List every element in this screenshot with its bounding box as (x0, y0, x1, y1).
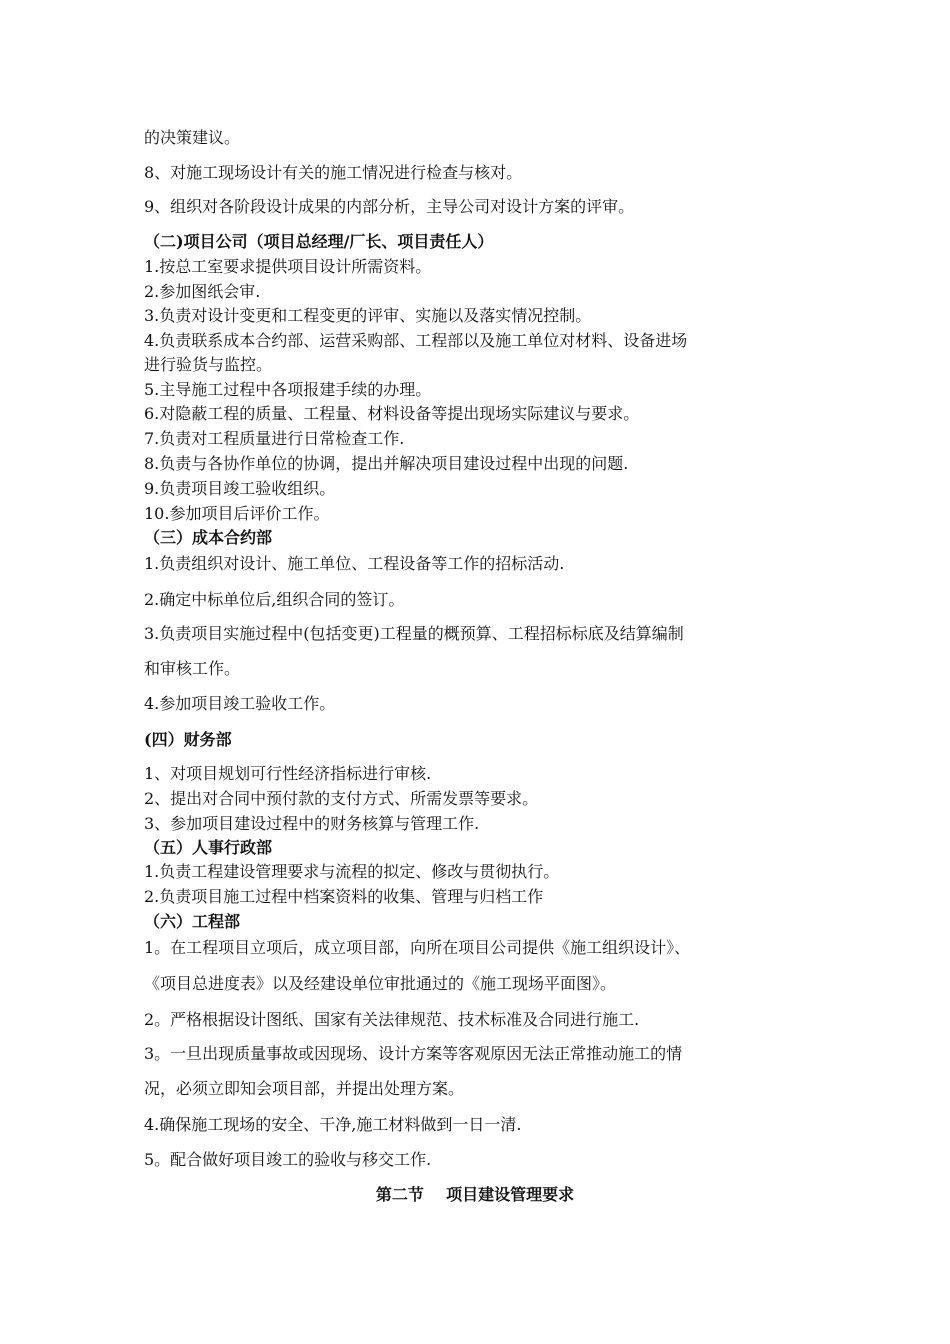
text-line: 2。严格根据设计图纸、国家有关法律规范、技术标准及合同进行施工. (144, 1010, 640, 1029)
text-line: 进行验货与监控。 (144, 355, 273, 374)
text-line: 1.按总工室要求提供项目设计所需资料。 (144, 257, 432, 276)
text-line: 1。在工程项目立项后，成立项目部，向所在项目公司提供《施工组织设计》、 (144, 938, 691, 957)
text-line: 3.负责项目实施过程中(包括变更)工程量的概预算、工程招标标底及结算编制 (144, 624, 684, 643)
text-line: 3。一旦出现质量事故或因现场、设计方案等客观原因无法正常推动施工的情 (144, 1044, 683, 1063)
text-line: 3、参加项目建设过程中的财务核算与管理工作. (144, 814, 480, 833)
text-line: 9、组织对各阶段设计成果的内部分析，主导公司对设计方案的评审。 (144, 197, 635, 216)
text-line: 和审核工作。 (144, 659, 241, 678)
text-line: 7.负责对工程质量进行日常检查工作. (144, 429, 405, 448)
text-line: 8、对施工现场设计有关的施工情况进行检查与核对。 (144, 163, 523, 182)
text-line: 2.参加图纸会审. (144, 282, 261, 301)
text-line: 9.负责项目竣工验收组织。 (144, 479, 336, 498)
text-line: 2、提出对合同中预付款的支付方式、所需发票等要求。 (144, 789, 539, 808)
text-line: 1.负责工程建设管理要求与流程的拟定、修改与贯彻执行。 (144, 862, 560, 881)
section-heading: (四）财务部 (144, 730, 232, 749)
text-line: 况，必须立即知会项目部，并提出处理方案。 (144, 1079, 465, 1098)
text-line: 3.负责对设计变更和工程变更的评审、实施以及落实情况控制。 (144, 306, 592, 325)
text-line: 2.确定中标单位后,组织合同的签订。 (144, 590, 405, 609)
section-heading: （五）人事行政部 (144, 838, 273, 857)
text-line: 2.负责项目施工过程中档案资料的收集、管理与归档工作 (144, 887, 544, 906)
text-line: 4.确保施工现场的安全、干净,施工材料做到一日一清. (144, 1115, 522, 1134)
text-line: 1.负责组织对设计、施工单位、工程设备等工作的招标活动. (144, 554, 565, 573)
text-line: 的决策建议。 (144, 128, 241, 147)
text-line: 《项目总进度表》以及经建设单位审批通过的《施工现场平面图》。 (144, 974, 617, 993)
text-line: 5。配合做好项目竣工的验收与移交工作. (144, 1150, 432, 1169)
text-line: 1、对项目规划可行性经济指标进行审核. (144, 764, 432, 783)
text-line: 10.参加项目后评价工作。 (144, 504, 330, 523)
section-heading: （六）工程部 (144, 912, 241, 931)
section-heading: （二)项目公司（项目总经理/厂长、项目责任人） (144, 232, 494, 251)
section-heading: （三）成本合约部 (144, 528, 273, 547)
chapter-heading: 第二节 项目建设管理要求 (375, 1185, 575, 1204)
text-line: 6.对隐蔽工程的质量、工程量、材料设备等提出现场实际建议与要求。 (144, 404, 640, 423)
text-line: 5.主导施工过程中各项报建手续的办理。 (144, 380, 432, 399)
text-line: 4.负责联系成本合约部、运营采购部、工程部以及施工单位对材料、设备进场 (144, 331, 688, 350)
text-line: 4.参加项目竣工验收工作。 (144, 694, 336, 713)
text-line: 8.负责与各协作单位的协调，提出并解决项目建设过程中出现的问题. (144, 454, 629, 473)
